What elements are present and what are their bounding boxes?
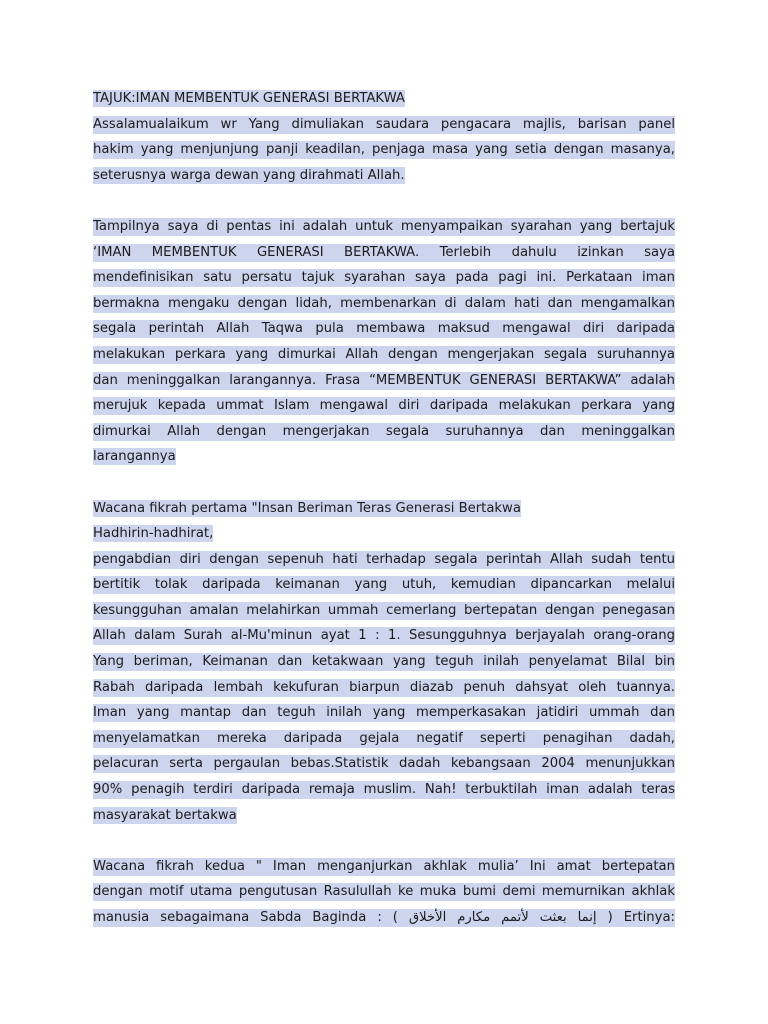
paragraph-line: Wacana fikrah kedua " Iman menganjurkan akhlak mulia’ Ini amat bertepatan: [93, 858, 675, 874]
paragraph-line: mendefinisikan satu persatu tajuk syarahan saya pada pagi ini. Perkataan iman: [93, 270, 675, 286]
paragraph-line: Rabah daripada lembah kekufuran biarpun diazab penuh dahsyat oleh tuannya.: [93, 679, 675, 695]
paragraph-line: masyarakat bertakwa: [93, 807, 237, 823]
paragraph-line: menyelamatkan mereka daripada gejala negatif seperti penagihan dadah,: [93, 730, 675, 746]
paragraph-line: hakim yang menjunjung panji keadilan, penjaga masa yang setia dengan masanya,: [93, 142, 675, 158]
paragraph-spacer: [93, 188, 675, 214]
line-prefix: manusia sebagaimana Sabda Baginda : (: [93, 910, 398, 925]
paragraph-line: Allah dalam Surah al-Mu'minun ayat 1 : 1. Sesungguhnya berjayalah orang-orang: [93, 628, 675, 644]
paragraph-line: pelacuran serta pergaulan bebas.Statistik dadah kebangsaan 2004 menunjukkan: [93, 756, 675, 772]
paragraph-line: dengan motif utama pengutusan Rasulullah ke muka bumi demi memurnikan akhlak: [93, 884, 675, 900]
paragraph-line: melakukan perkara yang dimurkai Allah dengan mengerjakan segala suruhannya: [93, 346, 675, 362]
document-title: TAJUK:IMAN MEMBENTUK GENERASI BERTAKWA: [93, 91, 405, 106]
line-suffix: ) Ertinya:: [607, 910, 675, 925]
paragraph-line: 90% penagih terdiri daripada remaja muslim. Nah! terbuktilah iman adalah teras: [93, 782, 675, 798]
paragraph-spacer: [93, 828, 675, 854]
arabic-hadith: إنما بعثت لأتمم مكارم الأخلاق: [397, 910, 608, 925]
paragraph-line-with-arabic: [93, 905, 675, 931]
paragraph-line: bermakna mengaku dengan lidah, membenarkan di dalam hati dan mengamalkan: [93, 295, 675, 311]
paragraph-line: kesungguhan amalan melahirkan ummah cemerlang bertepatan dengan penegasan: [93, 602, 675, 618]
document-page: [93, 86, 675, 931]
paragraph-line: Yang beriman, Keimanan dan ketakwaan yang teguh inilah penyelamat Bilal bin: [93, 654, 675, 670]
paragraph-line: Assalamualaikum wr Yang dimuliakan saudara pengacara majlis, barisan panel: [93, 116, 675, 132]
paragraph-line: larangannya: [93, 449, 176, 465]
paragraph-line: bertitik tolak daripada keimanan yang utuh, kemudian dipancarkan melalui: [93, 577, 675, 593]
section-heading: Wacana fikrah pertama "Insan Beriman Teras Generasi Bertakwa: [93, 500, 521, 516]
paragraph-line: dimurkai Allah dengan mengerjakan segala suruhannya dan meninggalkan: [93, 423, 675, 439]
paragraph-line: segala perintah Allah Taqwa pula membawa maksud mengawal diri daripada: [93, 321, 675, 337]
paragraph-line: ‘IMAN MEMBENTUK GENERASI BERTAKWA. Terlebih dahulu izinkan saya: [93, 244, 675, 260]
greeting-line: Hadhirin-hadhirat,: [93, 526, 214, 542]
paragraph-line: dan meninggalkan larangannya. Frasa “MEMBENTUK GENERASI BERTAKWA” adalah: [93, 372, 675, 388]
paragraph-line: merujuk kepada ummat Islam mengawal diri daripada melakukan perkara yang: [93, 398, 675, 414]
paragraph-line: pengabdian diri dengan sepenuh hati terhadap segala perintah Allah sudah tentu: [93, 551, 675, 567]
paragraph-line: seterusnya warga dewan yang dirahmati Allah.: [93, 167, 405, 183]
paragraph-spacer: [93, 470, 675, 496]
paragraph-line: Iman yang mantap dan teguh inilah yang memperkasakan jatidiri ummah dan: [93, 705, 675, 721]
paragraph-line: Tampilnya saya di pentas ini adalah untuk menyampaikan syarahan yang bertajuk: [93, 218, 675, 234]
